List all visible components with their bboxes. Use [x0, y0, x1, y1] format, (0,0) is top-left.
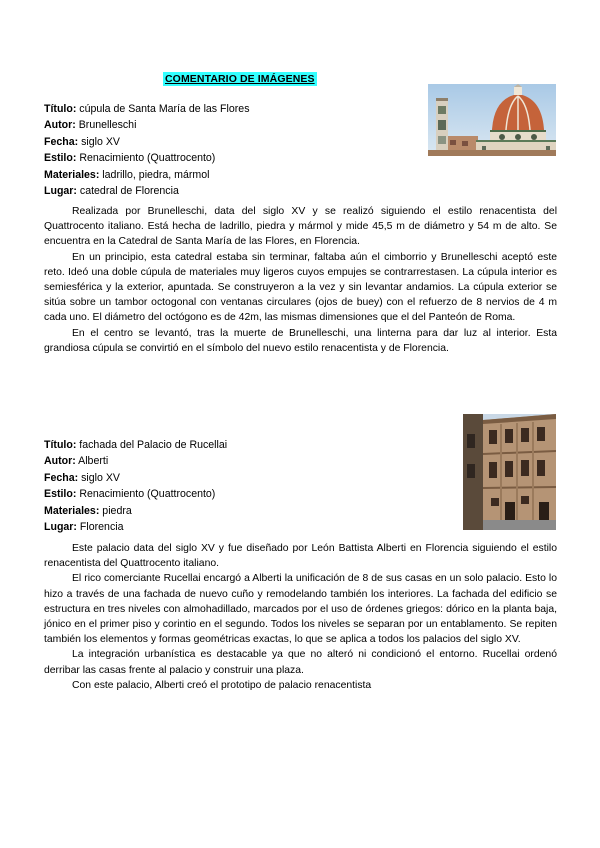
photo-cupola-santa-maria — [428, 84, 556, 156]
photo-palacio-rucellai — [463, 414, 556, 530]
paragraph: Realizada por Brunelleschi, data del siglo XV y se realizó siguiendo el estilo renacentista del Quattrocento italiano. Está hecha de ladrillo, piedra y mármol y mide 45,5 m de diámetro y 54 m de alto. Se encuentra en la Catedral de Santa María de las Flores, en Florencia. — [44, 206, 557, 248]
section2-metadata — [44, 437, 227, 535]
meta-row-materiales: Materiales: ladrillo, piedra, mármol — [44, 168, 210, 181]
section1-metadata — [44, 101, 250, 199]
meta-row-lugar: Lugar: catedral de Florencia — [44, 185, 179, 198]
meta-row-fecha: Fecha: siglo XV — [44, 135, 120, 148]
meta-row-lugar: Lugar: Florencia — [44, 521, 124, 534]
paragraph: La integración urbanística es destacable ya que no alteró ni condicionó el entorno. Rucellai ordenó derribar las casas frente al palacio y construir una plaza. — [44, 649, 557, 676]
meta-row-titulo: Título: fachada del Palacio de Rucellai — [44, 439, 228, 451]
paragraph: El rico comerciante Rucellai encargó a Alberti la unificación de 8 de sus casas en un solo palacio. Esto lo hizo a través de una fachada de nuevo cuño y remodelando también los interiores. La fachada del edificio se estructura en tres niveles con almohadillado, marcados por el uso de órdenes griegos: dórico en la planta baja, jónico en el primer piso y corintio en el segundo. Todos los niveles se separan por un entablamento. Se repiten también los elementos y formas geométricas exactas, lo que se aplica a todos los palacios del siglo XV. — [44, 573, 557, 646]
meta-row-estilo: Estilo: Renacimiento (Quattrocento) — [44, 152, 216, 165]
section1-text — [44, 204, 557, 356]
meta-row-autor: Autor: Brunelleschi — [44, 119, 137, 132]
paragraph: Este palacio data del siglo XV y fue diseñado por León Battista Alberti en Florencia siguiendo el estilo renacentista del Quattrocento italiano. — [44, 543, 557, 570]
meta-row-titulo: Título: cúpula de Santa María de las Flores — [44, 103, 250, 115]
paragraph: En el centro se levantó, tras la muerte de Brunelleschi, una linterna para dar luz al interior. Esta grandiosa cúpula se convirtió en el símbolo del nuevo estilo renacentista y de Florencia. — [44, 327, 557, 354]
section2-text — [44, 541, 557, 693]
meta-row-estilo: Estilo: Renacimiento (Quattrocento) — [44, 488, 216, 501]
meta-row-fecha: Fecha: siglo XV — [44, 471, 120, 484]
paragraph: Con este palacio, Alberti creó el prototipo de palacio renacentista — [72, 679, 372, 691]
meta-row-autor: Autor: Alberti — [44, 455, 109, 468]
meta-row-materiales: Materiales: piedra — [44, 504, 132, 517]
paragraph: En un principio, esta catedral estaba sin terminar, faltaba aún el cimborrio y Brunelleschi aceptó este reto. Ideó una doble cúpula de materiales muy ligeros cuyos empujes se contrarrestasen. La cúpula interior es semiesférica y la exterior, apuntada. Se construyeron a la vez y sin levantar andamios. La cúpula exterior se sitúa sobre un tambor octogonal con ventanas circulares (ojos de buey) con el refuerzo de 8 nervios de 4 m cada uno. El diámetro del octógono es de 42m, las mismas dimensiones que el del Panteón de Roma. — [44, 251, 557, 324]
page-heading: COMENTARIO DE IMÁGENES — [165, 73, 315, 85]
